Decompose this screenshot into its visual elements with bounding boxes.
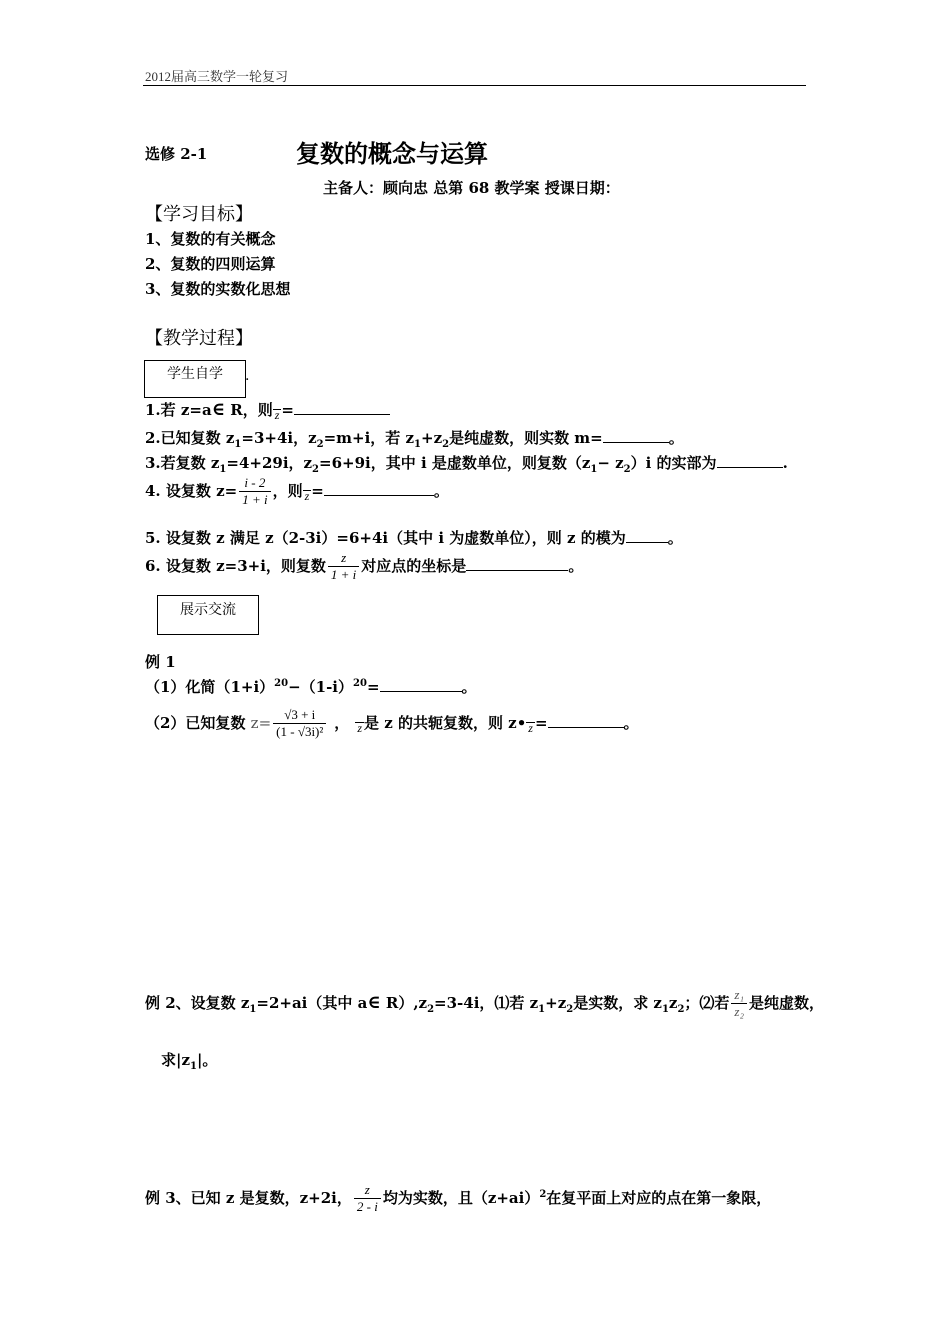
example-2-line-2: 求$|z_1|$。 (161, 1051, 218, 1072)
answer-blank (466, 556, 568, 571)
fraction: $\frac{√3 + i}{\text{(1 - √3i)²}}$ (273, 708, 326, 740)
question-5: 5. 设复数 z 满足 z（2-3i）=6+4i（其中 i 为虚数单位），则 z 的模为 。 (145, 529, 683, 547)
fraction: $\frac{z}{1 + i}$ (328, 551, 359, 583)
box-period: . (245, 368, 250, 384)
meta-line: 主备人：顾向忠 总第 68 教学案 授课日期： (323, 179, 620, 197)
example-1-part-1: （1）化简$(1+i)^{20}-(1-i)^{20}=$ 。 (145, 678, 477, 696)
answer-blank (380, 677, 462, 692)
goal-item: 3、复数的实数化思想 (145, 280, 291, 298)
running-header: 2012届高三数学一轮复习 (145, 69, 289, 84)
question-3: 3.若复数 $z_1=4+29i$，$z_2=6+9i$，其中 i 是虚数单位，则复数$(z_1- z_2)i$ 的实部为 . (145, 454, 788, 475)
header-rule (143, 85, 806, 86)
example-3: 例 3、已知 z 是复数，z+2i， $\frac{z}{2 - i}$ 均为实数，且$(z+ai)^2$在复平面上对应的点在第一象限， (145, 1182, 772, 1215)
answer-blank (717, 453, 783, 468)
fraction: $\frac{\text{z₁}}{\text{z₂}}$ (731, 988, 747, 1020)
course-label: 选修 2-1 (145, 145, 208, 163)
answer-blank (603, 428, 669, 443)
question-1: 1.若 z=a∈ R，则 z = (145, 399, 390, 421)
fraction: $\frac{i - 2}{1 + i}$ (239, 476, 270, 508)
show-box: 展示交流 (157, 595, 259, 635)
question-4: 4. 设复数 z= $\frac{i - 2}{1 + i}$ ，则 z = 。 (145, 475, 449, 508)
goal-item: 2、复数的四则运算 (145, 255, 276, 273)
example-2: 例 2、设复数 $z_1=2+ai$（其中 a∈ $R),z_2=3-4i$，⑴若 $z_1+z_2$是实数，求 $z_1z_2$；⑵若 $\frac{\text{z₁}}{\text{z₂}}$ 是纯虚数， (145, 987, 825, 1020)
example-1-part-2: （2）已知复数 z= $\frac{√3 + i}{\text{(1 - √3i)²}}$ ， z 是 z 的共轭复数，则 z• z = 。 (145, 707, 639, 740)
answer-blank (294, 400, 390, 415)
question-6: 6. 设复数 z=3+i，则复数 $\frac{z}{1 + i}$ 对应点的坐标是 。 (145, 550, 584, 583)
fraction: $\frac{z}{2 - i}$ (354, 1183, 381, 1215)
question-2: 2.已知复数 $z_1=3+4i$，$z_2=m+i$，若 $z_1+z_2$是纯虚数，则实数 m= 。 (145, 429, 684, 450)
answer-blank (324, 481, 434, 496)
goal-item: 1、复数的有关概念 (145, 230, 276, 248)
answer-blank (548, 713, 624, 728)
goals-heading: 【学习目标】 (145, 204, 253, 225)
answer-blank (626, 528, 668, 543)
example-1-label: 例 1 (145, 653, 176, 671)
page-title: 复数的概念与运算 (296, 140, 488, 168)
self-study-box: 学生自学 (144, 360, 246, 398)
process-heading: 【教学过程】 (145, 328, 253, 349)
